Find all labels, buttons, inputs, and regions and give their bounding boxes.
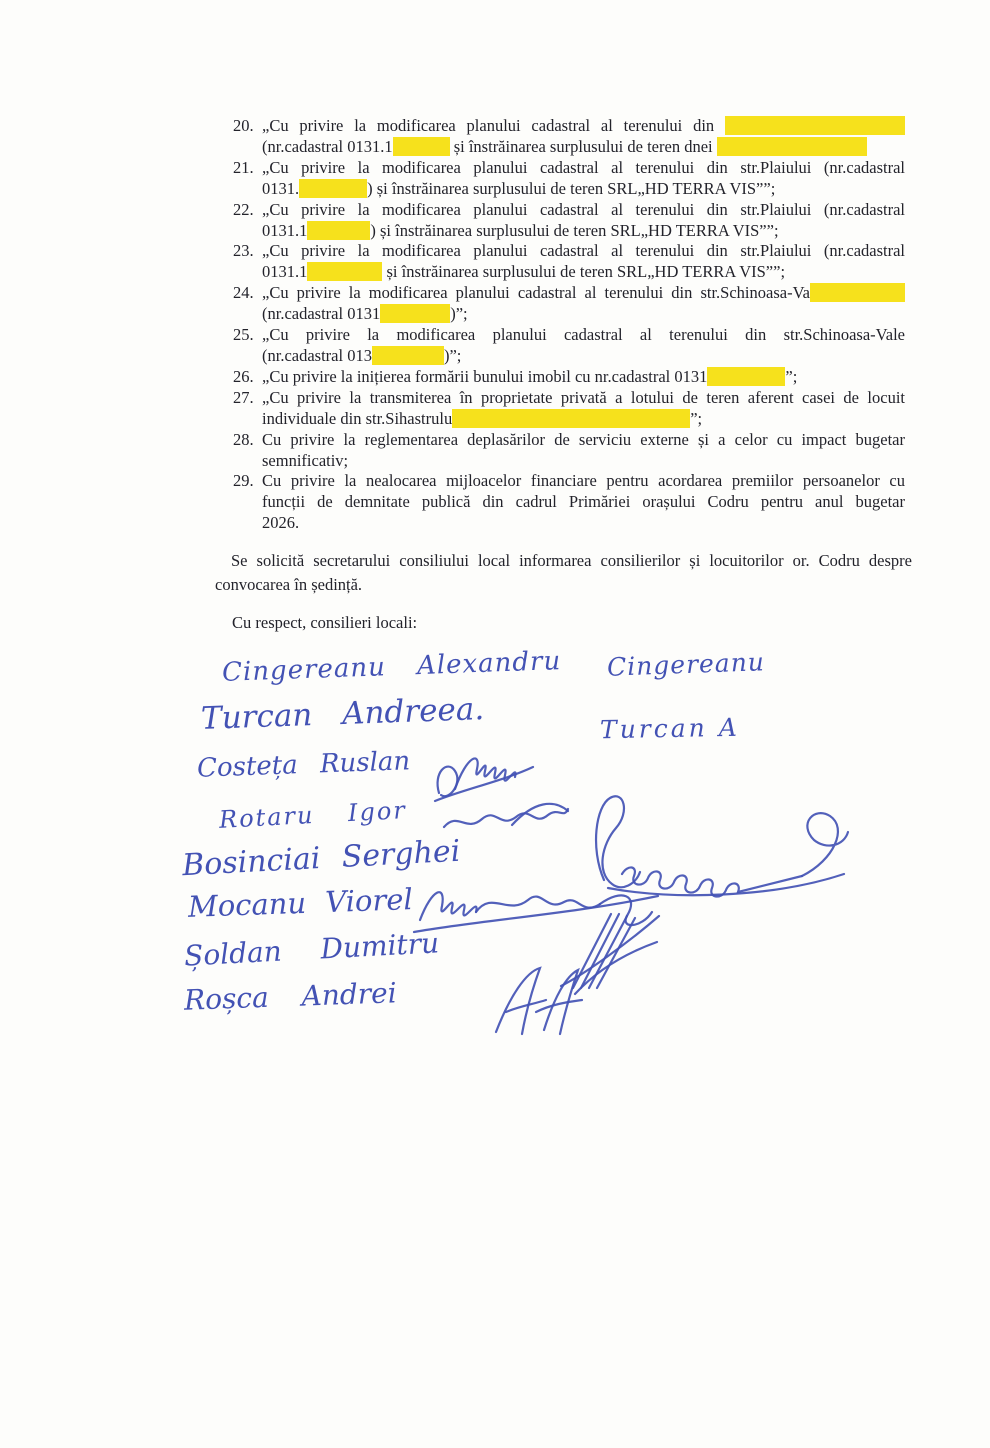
list-item-line: „Cu privire la transmiterea în proprietate privată a lotului de teren aferent casei de locuit: [262, 387, 905, 407]
list-item: [233, 158, 905, 200]
list-item-number: 27.: [233, 387, 254, 407]
list-item-line: (nr.cadastral 0131.1 și înstrăinarea surplusului de teren dnei: [262, 137, 905, 158]
list-item-line: 0131. ) și înstrăinarea surplusului de teren SRL„HD TERRA VIS””;: [262, 178, 776, 198]
request-paragraph: Se solicită secretarului consiliului local informarea consilierilor și locuitorilor or. Codru despre convocarea în ședință.: [215, 551, 912, 594]
list-item-number: 23.: [233, 241, 254, 261]
list-item-line: 0131.1 ) și înstrăinarea surplusului de teren SRL„HD TERRA VIS””;: [262, 220, 779, 240]
list-item-number: 20.: [233, 116, 254, 135]
list-item-line: 0131.1 și înstrăinarea surplusului de teren SRL„HD TERRA VIS””;: [262, 262, 786, 282]
list-item-text: [262, 367, 905, 388]
list-item-line: Cu privire la nealocarea mijloacelor financiare pentru acordarea premiilor persoanelor cu: [262, 471, 905, 491]
list-item-text: [262, 471, 905, 534]
redaction-highlight: [299, 179, 367, 198]
list-item: [233, 200, 905, 242]
list-item-line: semnificativ;: [262, 450, 349, 470]
list-item-number: 26.: [233, 366, 254, 386]
redaction-highlight: [307, 262, 382, 281]
resolution-list: [233, 116, 905, 534]
redaction-highlight: [707, 367, 785, 386]
list-item-line: „Cu privire la modificarea planului cadastral al terenului din str.Plaiului (nr.cadastral: [262, 199, 905, 219]
redaction-highlight: [372, 346, 444, 365]
list-item-line: „Cu privire la inițierea formării bunului imobil cu nr.cadastral 0131 ”;: [262, 366, 798, 386]
signature-name: Rotaru Igor: [218, 796, 408, 834]
list-item: [233, 241, 905, 283]
list-item: [233, 388, 905, 430]
list-item-number: 28.: [233, 429, 254, 449]
list-item: [233, 367, 905, 388]
list-item-number: 29.: [233, 471, 254, 491]
list-item: [233, 325, 905, 367]
signature-scribble-icon: [486, 960, 591, 1040]
redaction-highlight: [717, 137, 867, 156]
list-item-number: 21.: [233, 157, 254, 177]
redaction-highlight: [810, 283, 905, 302]
list-item-line: (nr.cadastral 0131 )”;: [262, 304, 468, 324]
list-item-line: „Cu privire la modificarea planului cadastral al terenului din str.Schinoasa-Vale: [262, 325, 905, 345]
signature-countersign: Cingereanu: [606, 647, 766, 682]
list-item-number: 25.: [233, 325, 254, 345]
signature-countersign: Turcan A: [599, 712, 740, 745]
signature-name: Șoldan Dumitru: [183, 926, 440, 973]
list-item-line: „Cu privire la modificarea planului cadastral al terenului din: [262, 116, 905, 137]
redaction-highlight: [393, 137, 450, 156]
list-item-text: [262, 430, 905, 472]
list-item-line: 2026.: [262, 513, 300, 533]
list-item-line: „Cu privire la modificarea planului cadastral al terenului din str.Schinoasa-Va: [262, 283, 905, 304]
signature-name: Costeța Ruslan: [196, 746, 411, 784]
list-item-number: 22.: [233, 199, 254, 219]
list-item-number: 24.: [233, 283, 254, 303]
list-item-text: [262, 283, 905, 325]
list-item: [233, 283, 905, 325]
signature-name: Bosinciai Serghei: [181, 833, 462, 884]
list-item-text: [262, 388, 905, 430]
redaction-highlight: [452, 409, 690, 428]
redaction-highlight: [725, 116, 905, 135]
redaction-highlight: [380, 304, 450, 323]
list-item-line: Cu privire la reglementarea deplasărilor de serviciu externe și a celor cu impact bugetar: [262, 429, 905, 449]
list-item-line: „Cu privire la modificarea planului cadastral al terenului din str.Plaiului (nr.cadastral: [262, 157, 905, 177]
redaction-highlight: [307, 221, 370, 240]
list-item: [233, 471, 905, 534]
list-item-line: individuale din str.Sihastrulu ”;: [262, 408, 703, 428]
signature-name: Mocanu Viorel: [187, 882, 414, 924]
list-item-line: (nr.cadastral 013 )”;: [262, 345, 462, 365]
signature-name: Turcan Andreea.: [200, 691, 485, 737]
list-item-text: [262, 241, 905, 283]
list-item: [233, 116, 905, 158]
signature-name: Roșca Andrei: [183, 976, 398, 1017]
closing-line: Cu respect, consilieri locali:: [232, 613, 418, 632]
list-item-line: „Cu privire la modificarea planului cadastral al terenului din str.Plaiului (nr.cadastral: [262, 241, 905, 261]
list-item-text: [262, 200, 905, 242]
list-item-text: [262, 325, 905, 367]
list-item-text: [262, 116, 905, 158]
signature-name: Cingereanu Alexandru: [221, 646, 562, 688]
list-item-text: [262, 158, 905, 200]
list-item: [233, 430, 905, 472]
list-item-line: funcții de demnitate publică din cadrul Primăriei orașului Codru pentru anul bugetar: [262, 492, 905, 512]
